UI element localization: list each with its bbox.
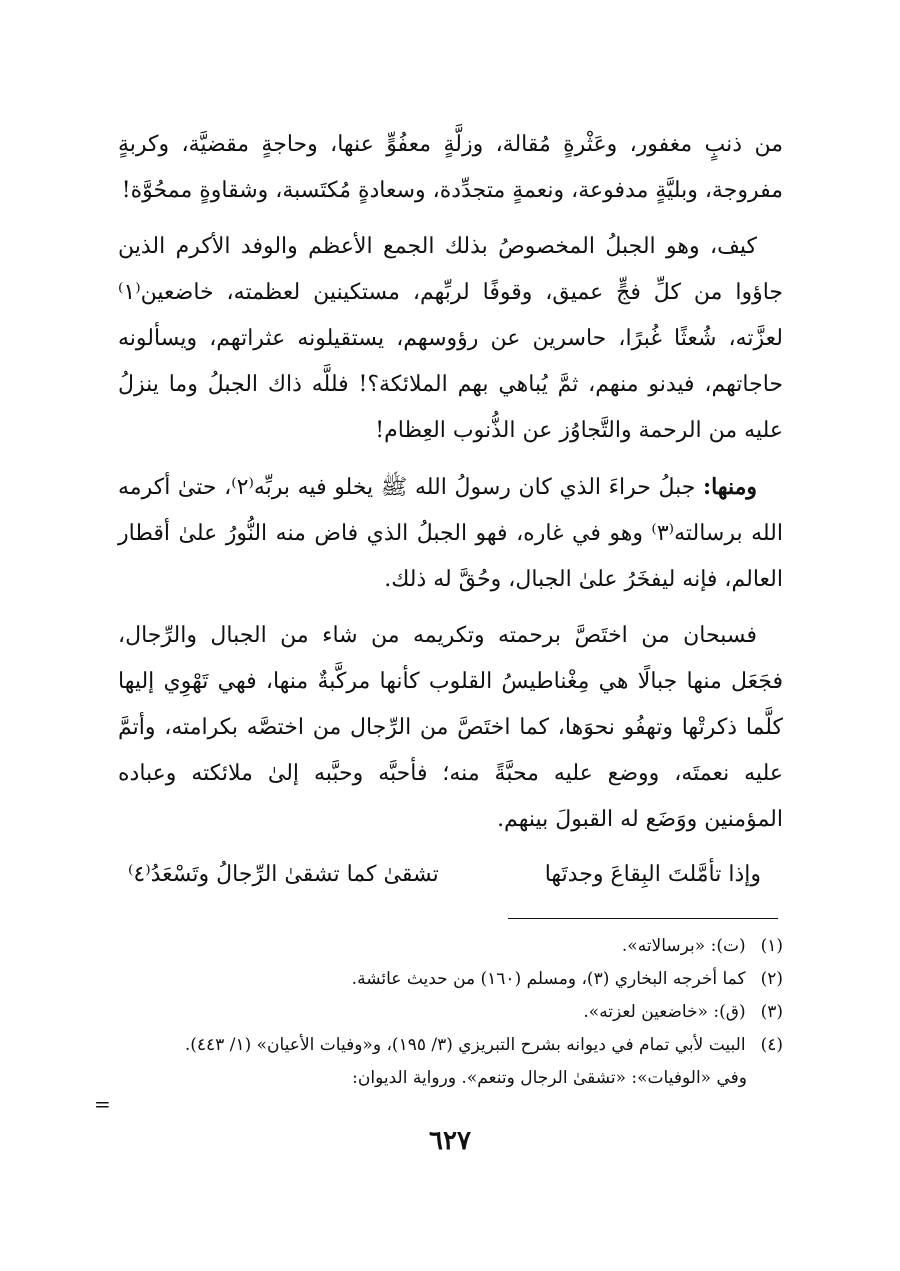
footnote-number: (١)	[760, 936, 783, 956]
footnote-text: (ت): «برسالاته».	[621, 936, 746, 956]
footnote-text: كما أخرجه البخاري (٣)، ومسلم (١٦٠) من حديث عائشة.	[351, 969, 746, 989]
footnote-1	[118, 930, 783, 963]
footnotes	[118, 930, 783, 1095]
paragraph-3-lead: ومنها:	[702, 474, 757, 500]
verse-first-hemistich: وإذا تأمَّلتَ البِقاعَ وجدتَها	[544, 862, 761, 887]
main-text	[118, 122, 783, 853]
poetry-verse	[118, 852, 783, 898]
footnote-2	[118, 963, 783, 996]
continuation-mark: =	[94, 1092, 111, 1116]
footnote-3	[118, 996, 783, 1029]
footnote-number: (٢)	[760, 969, 783, 989]
footnote-4	[118, 1029, 783, 1062]
footnote-text: البيت لأبي تمام في ديوانه بشرح التبريزي (٣/ ١٩٥)، و«وفيات الأعيان» (١/ ٤٤٣).	[184, 1035, 746, 1055]
paragraph-1: من ذنبٍ مغفور، وعَثْرةٍ مُقالة، وزلَّةٍ معفُوٍّ عنها، وحاجةٍ مقضيَّة، وكربةٍ مفروجة، وبليَّةٍ مدفوعة، ونعمةٍ متجدِّدة، وسعادةٍ مُكتَسبة، وشقاوةٍ ممحُوَّة!	[118, 132, 783, 203]
paragraph-3	[118, 464, 783, 603]
page-number: ٦٢٧	[429, 1126, 471, 1156]
verse-second-hemistich: تشقىٰ كما تشقىٰ الرِّجالُ وتَسْعَدُ⁽٤⁾	[128, 862, 439, 887]
footnote-text: (ق): «خاضعين لعزته».	[583, 1002, 746, 1022]
footnote-number: (٤)	[760, 1035, 783, 1055]
footnote-4-continuation: وفي «الوفيات»: «تشقىٰ الرجال وتنعم». ورواية الديوان:	[352, 1068, 747, 1088]
paragraph-4: فسبحان من اختَصَّ برحمته وتكريمه من شاء من الجبال والرِّجال، فجَعَل منها جبالًا هي مِغْناطيسُ القلوب كأنها مركَّبةٌ منها، فهي تَهْوِي إليها كلَّما ذكرتْها وتهفُو نحوَها، كما اختَصَّ من الرِّجال من اختصَّه بكرامته، وأتمَّ عليه نعمتَه، ووضع عليه محبَّةً منه؛ فأحبَّه وحبَّبه إلىٰ ملائكته وعباده المؤمنين ووَضَع له القبولَ بينهم.	[118, 623, 783, 832]
paragraph-3-text: جبلُ حراءَ الذي كان رسولُ الله ﷺ يخلو فيه بربِّه⁽٢⁾، حتىٰ أكرمه الله برسالته⁽٣⁾ وهو في غاره، فهو الجبلُ الذي فاض منه النُّورُ علىٰ أقطار العالم، فإنه ليفخَرُ علىٰ الجبال، وحُقَّ له ذلك.	[118, 475, 783, 592]
footnote-separator	[508, 918, 778, 919]
paragraph-2: كيف، وهو الجبلُ المخصوصُ بذلك الجمع الأعظم والوفد الأكرم الذين جاؤوا من كلِّ فجٍّ عميق، وقوفًا لربِّهم، مستكينين لعظمته، خاضعين⁽١⁾ لعزَّته، شُعثًا غُبرًا، حاسرين عن رؤوسهم، يستقيلونه عثراتهم، ويسألونه حاجاتهم، فيدنو منهم، ثمَّ يُباهي بهم الملائكة؟! فللَّه ذاك الجبلُ وما ينزلُ عليه من الرحمة والتَّجاوُز عن الذُّنوب العِظام!	[118, 234, 783, 443]
footnote-number: (٣)	[760, 1002, 783, 1022]
